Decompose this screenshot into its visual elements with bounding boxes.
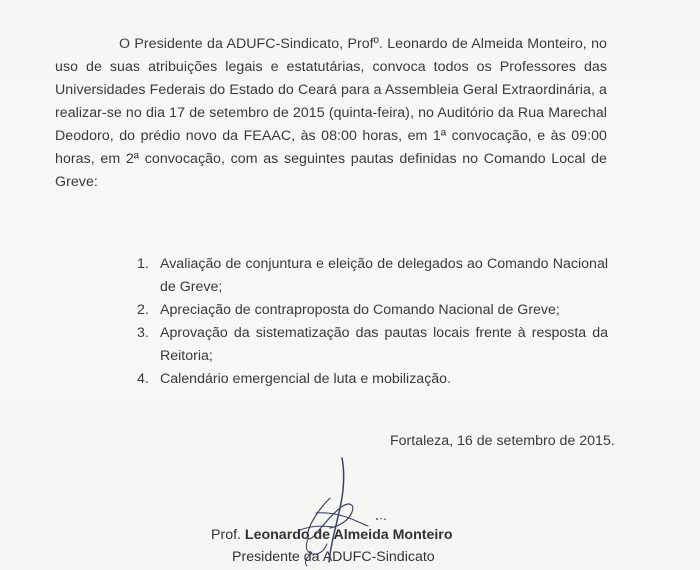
agenda-item — [137, 368, 608, 391]
agenda-number: 3. — [137, 325, 149, 341]
agenda-item — [137, 253, 608, 299]
agenda-text: Calendário emergencial de luta e mobilização. — [160, 371, 452, 387]
agenda-number: 4. — [137, 371, 149, 387]
date-line: Fortaleza, 16 de setembro de 2015. — [390, 433, 615, 449]
agenda-text: Avaliação de conjuntura e eleição de delegados ao Comando Nacional de Greve; — [160, 256, 608, 295]
signature-dots-icon — [375, 516, 387, 522]
signer-prefix: Prof. — [211, 527, 241, 543]
agenda-list — [137, 253, 608, 391]
agenda-item — [137, 299, 608, 322]
signer-role: Presidente da ADUFC-Sindicato — [232, 549, 435, 565]
agenda-number: 2. — [137, 302, 149, 318]
signer-full-name: Leonardo de Almeida Monteiro — [244, 527, 453, 543]
convocation-paragraph: O Presidente da ADUFC-Sindicato, Profº. Leonardo de Almeida Monteiro, no uso de suas atribuições legais e estatutárias, convoca todos os Professores das Universidades Federais do Estado do Ceará para a Assembleia Geral Extraordinária, a realizar-se no dia 17 de setembro de 2015 (quinta-feira), no Auditório da Rua Marechal Deodoro, do prédio novo da FEAAC, às 08:00 horas, em 1ª convocação, e às 09:00 horas, em 2ª convocação, com as seguintes pautas definidas no Comando Local de Greve: — [55, 36, 607, 190]
agenda-number: 1. — [137, 256, 149, 272]
signer-name — [211, 525, 453, 545]
agenda-text: Aprovação da sistematização das pautas locais frente à resposta da Reitoria; — [160, 325, 608, 364]
agenda-item — [137, 322, 608, 368]
agenda-text: Apreciação de contraproposta do Comando Nacional de Greve; — [160, 302, 560, 318]
